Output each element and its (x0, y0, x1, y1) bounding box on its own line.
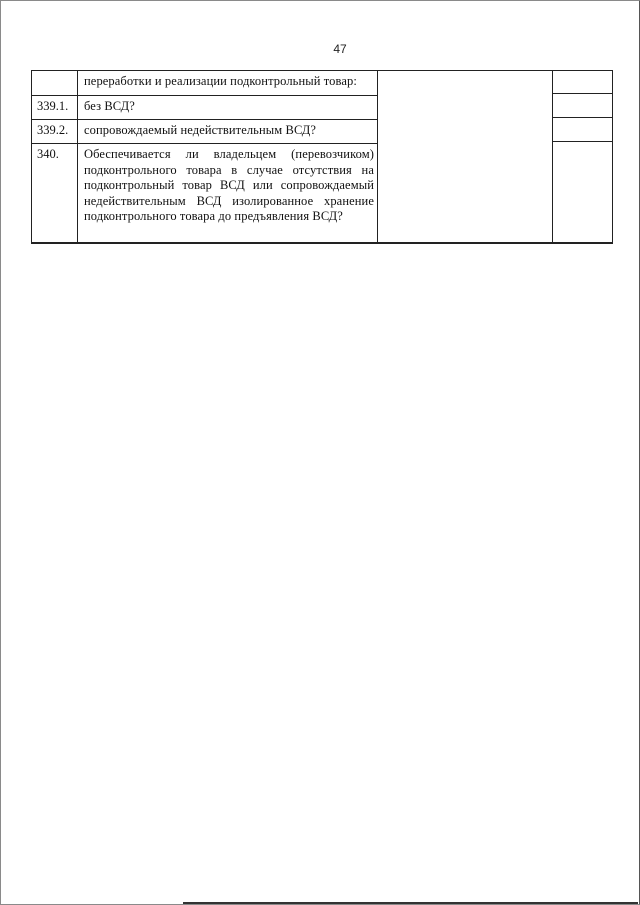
right-row-divider-2 (552, 117, 613, 118)
row-number: 339.2. (37, 123, 69, 137)
right-row-divider-3 (552, 141, 613, 142)
table-top-border (31, 70, 613, 71)
page-number: 47 (333, 42, 347, 56)
table-answer-column-divider (552, 70, 553, 243)
row-text: без ВСД? (84, 99, 135, 113)
row-divider-2 (31, 119, 378, 120)
row-text: сопровождаемый недействительным ВСД? (84, 123, 317, 137)
table-bottom-border (31, 242, 613, 244)
row-text: Обеспечивается ли владельцем (перевозчиком) подконтрольного товара в случае отсутствия на подконтрольный товар ВСД или сопровождаемый недействительным ВСД изолированное хранение подконтрольного товара до предъявления ВСД? (84, 147, 374, 223)
row-number: 340. (37, 147, 59, 161)
row-divider-1 (31, 95, 378, 96)
row-number: 339.1. (37, 99, 69, 113)
row-text: переработки и реализации подконтрольный товар: (84, 74, 357, 88)
checklist-table (31, 70, 613, 243)
row-divider-3 (31, 143, 378, 144)
table-right-border (612, 70, 613, 243)
right-row-divider-1 (552, 93, 613, 94)
bottom-edge-line (183, 902, 638, 904)
